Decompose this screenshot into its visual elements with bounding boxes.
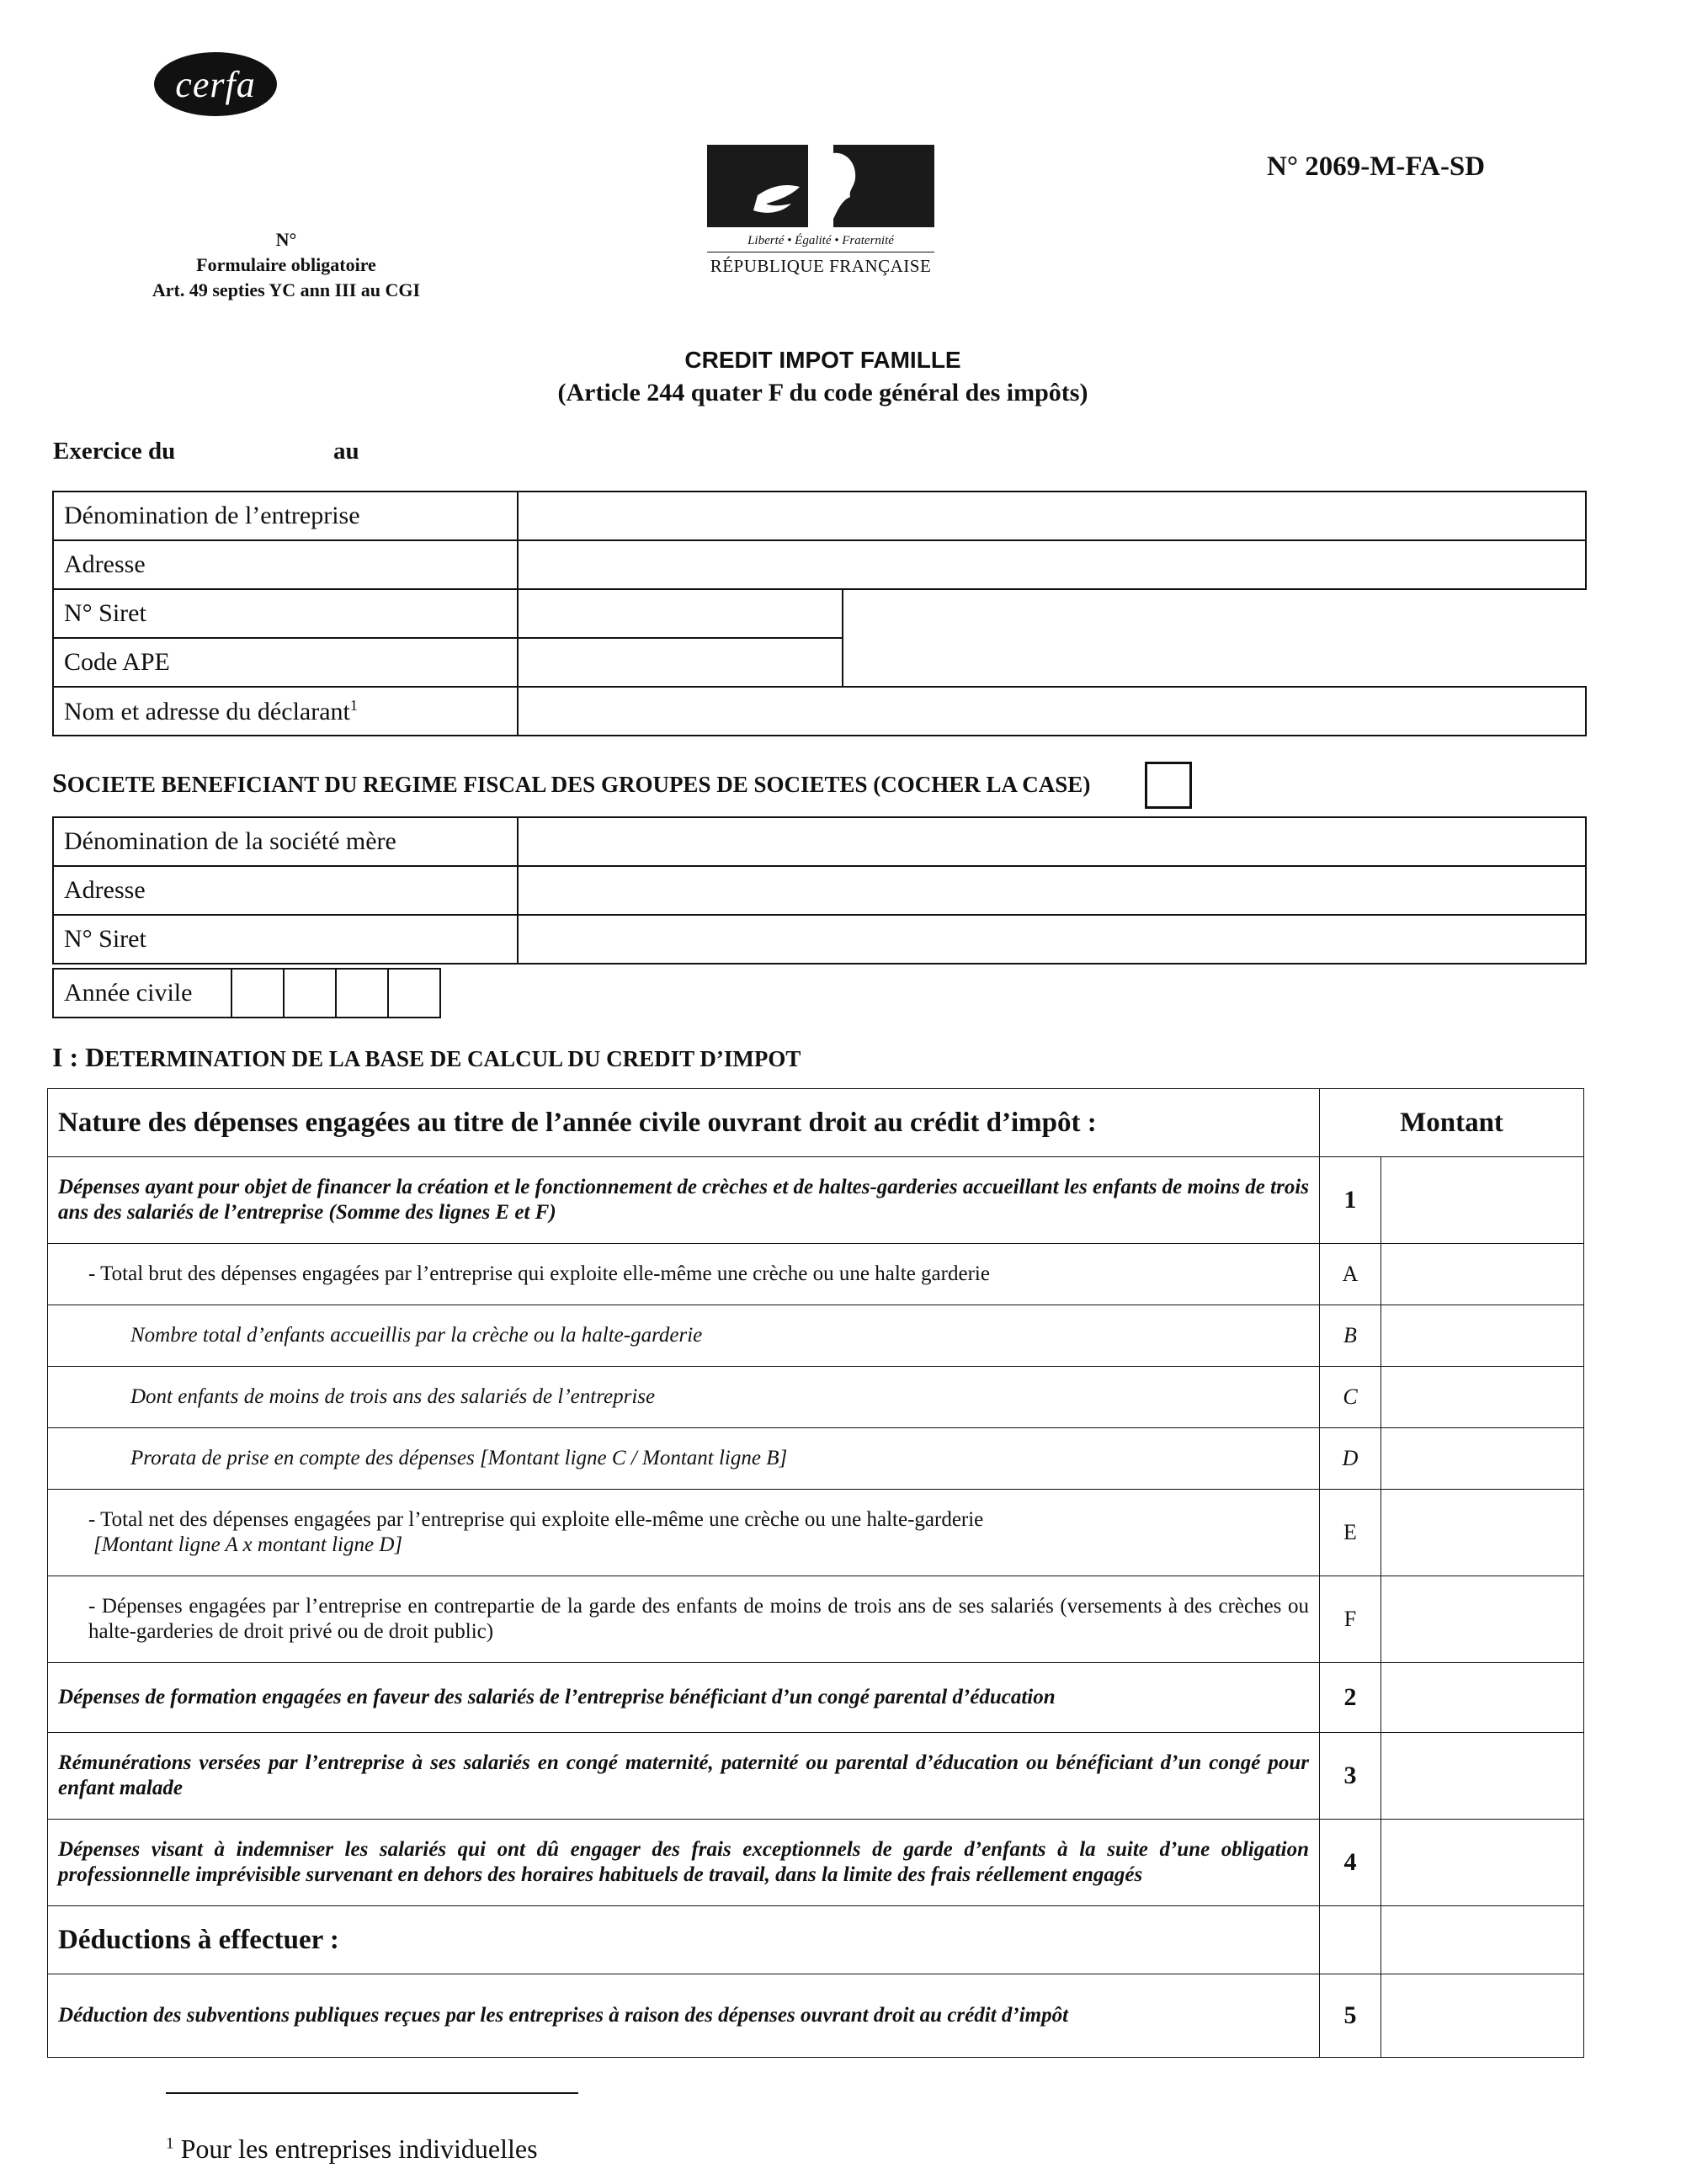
row-5-amount[interactable] [1381,1974,1584,2058]
row-3-code: 3 [1320,1733,1381,1820]
row-d-amount[interactable] [1381,1428,1584,1490]
mandatory-form-label: Formulaire obligatoire [196,254,376,275]
group-regime-checkbox[interactable] [1145,762,1192,809]
table-row [48,1305,1584,1367]
marianne-icon [707,145,934,227]
row-d-code: D [1320,1428,1381,1490]
group-caption-initial: S [52,768,67,798]
cerfa-logo-text: cerfa [175,63,256,105]
header-montant: Montant [1320,1089,1584,1157]
row-4-amount[interactable] [1381,1820,1584,1906]
annee-digit-field[interactable] [231,969,284,1018]
marianne-emblem [707,145,934,227]
deductions-heading: Déductions à effectuer : [48,1906,1320,1974]
row-5-text: Déduction des subventions publiques reçues par les entreprises à raison des dépenses ouvrant droit au crédit d’impôt [48,1974,1320,2058]
row-a-text: - Total brut des dépenses engagées par l’entreprise qui exploite elle-même une crèche ou une halte garderie [48,1244,1320,1305]
denomination-field[interactable] [518,492,1586,540]
group-siret-label: N° Siret [53,915,518,964]
table-row [48,1367,1584,1428]
row-3-amount[interactable] [1381,1733,1584,1820]
table-row [48,1157,1584,1244]
mere-field[interactable] [518,817,1586,866]
table-row [48,1733,1584,1820]
table-row [48,1490,1584,1576]
row-2-amount[interactable] [1381,1663,1584,1733]
row-e-text [48,1490,1320,1576]
row-4-text: Dépenses visant à indemniser les salariés qui ont dû engager des frais exceptionnels de garde d’enfants à la suite d’une obligation professionnelle imprévisible survenant en dehors des horaires habituels de travail, dans la limite des frais réellement engagés [48,1820,1320,1906]
ape-field[interactable] [518,638,843,687]
group-caption-text: OCIETE BENEFICIANT DU REGIME FISCAL DES GROUPES DE SOCIETES (COCHER LA CASE) [66,772,1091,797]
table-header [48,1089,1584,1157]
group-adresse-label: Adresse [53,866,518,915]
form-number: N° 2069-M-FA-SD [1267,151,1486,182]
mere-label: Dénomination de la société mère [53,817,518,866]
adresse-label: Adresse [53,540,518,589]
group-table [52,816,1587,964]
republic-motto: Liberté • Égalité • Fraternité [747,234,894,247]
row-2-code: 2 [1320,1663,1381,1733]
annee-civile-row [52,968,441,1018]
row-f-code: F [1320,1576,1381,1663]
annee-label: Année civile [53,969,231,1018]
table-row [48,1428,1584,1490]
section-1-heading [52,1042,801,1073]
row-e-amount[interactable] [1381,1490,1584,1576]
annee-digit-field[interactable] [284,969,336,1018]
row-f-text: - Dépenses engagées par l’entreprise en contrepartie de la garde des enfants de moins de trois ans de ses salariés (versements à des crèches ou halte-garderies de droit privé ou de droit public) [48,1576,1320,1663]
section-1-text: ETERMINATION DE LA BASE DE CALCUL DU CREDIT D’IMPOT [104,1046,801,1071]
table-row [48,1974,1584,2058]
row-5-code: 5 [1320,1974,1381,2058]
denomination-label: Dénomination de l’entreprise [53,492,518,540]
group-adresse-field[interactable] [518,866,1586,915]
header-nature: Nature des dépenses engagées au titre de l’année civile ouvrant droit au crédit d’impôt : [48,1089,1320,1157]
page-subtitle: (Article 244 quater F du code général des impôts) [557,379,1088,407]
footnote [166,2134,538,2165]
group-caption [52,768,1090,799]
declarant-field[interactable] [518,687,1586,736]
row-1-text: Dépenses ayant pour objet de financer la création et le fonctionnement de crèches et de haltes-garderies accueillant les enfants de moins de trois ans des salariés de l’entreprise (Somme des lignes E et F) [48,1157,1320,1244]
siret-field[interactable] [518,589,843,638]
row-e-code: E [1320,1490,1381,1576]
table-row [48,1820,1584,1906]
table-row [48,1906,1584,1974]
row-b-text: Nombre total d’enfants accueillis par la crèche ou la halte-garderie [48,1305,1320,1367]
row-b-code: B [1320,1305,1381,1367]
row-c-text: Dont enfants de moins de trois ans des salariés de l’entreprise [48,1367,1320,1428]
row-c-amount[interactable] [1381,1367,1584,1428]
adresse-field[interactable] [518,540,1586,589]
row-b-amount[interactable] [1381,1305,1584,1367]
company-identification-table [52,491,1587,736]
table-row [48,1663,1584,1733]
footnote-marker: 1 [166,2134,174,2153]
page-title: CREDIT IMPOT FAMILLE [684,347,961,373]
table-row [48,1576,1584,1663]
form-reference [118,227,455,303]
cerfa-logo [154,52,277,116]
ape-label: Code APE [53,638,518,687]
annee-digit-field[interactable] [388,969,440,1018]
siret-label: N° Siret [53,589,518,638]
row-4-code: 4 [1320,1820,1381,1906]
footnote-text: Pour les entreprises individuelles [180,2134,538,2164]
row-c-code: C [1320,1367,1381,1428]
declarant-footnote-ref: 1 [349,696,358,714]
form-no-label: N° [275,229,297,250]
deductions-code-cell [1320,1906,1381,1974]
exercice-au-label: au [333,438,359,465]
group-siret-field[interactable] [518,915,1586,964]
exercice-line [53,438,359,465]
row-a-code: A [1320,1244,1381,1305]
row-a-amount[interactable] [1381,1244,1584,1305]
row-3-text: Rémunérations versées par l’entreprise à ses salariés en congé maternité, paternité ou parental d’éducation ou bénéficiant d’un congé pour enfant malade [48,1733,1320,1820]
row-e-line2: [Montant ligne A x montant ligne D] [93,1533,403,1556]
row-f-amount[interactable] [1381,1576,1584,1663]
row-1-amount[interactable] [1381,1157,1584,1244]
row-1-code: 1 [1320,1157,1381,1244]
blank-area [843,589,1586,687]
republique-francaise-logo [707,145,934,277]
republic-name: RÉPUBLIQUE FRANÇAISE [710,256,932,276]
declarant-label [53,687,518,736]
expenses-table [47,1088,1584,2058]
row-d-text: Prorata de prise en compte des dépenses [Montant ligne C / Montant ligne B] [48,1428,1320,1490]
row-e-line1: - Total net des dépenses engagées par l’entreprise qui exploite elle-même une crèche ou une halte-garderie [88,1508,984,1531]
exercice-du-label: Exercice du [53,438,176,465]
row-2-text: Dépenses de formation engagées en faveur des salariés de l’entreprise bénéficiant d’un congé parental d’éducation [48,1663,1320,1733]
footnote-divider [166,2092,578,2094]
annee-digit-field[interactable] [336,969,388,1018]
section-1-prefix: I : D [52,1042,105,1072]
declarant-label-text: Nom et adresse du déclarant [64,697,350,725]
legal-article-label: Art. 49 septies YC ann III au CGI [152,279,421,300]
table-row [48,1244,1584,1305]
deductions-amount-cell [1381,1906,1584,1974]
